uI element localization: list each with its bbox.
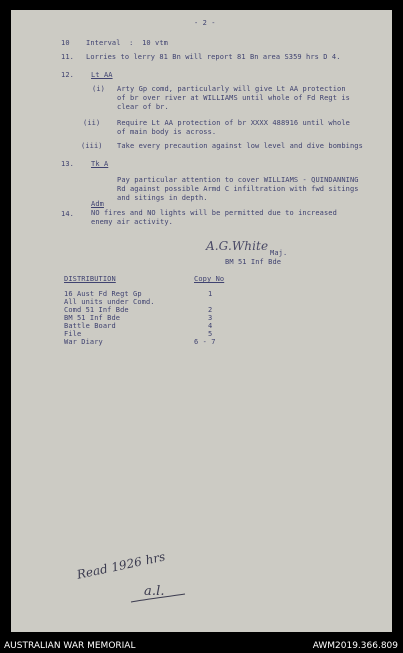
item-12-sub-iii-label: (iii)	[81, 142, 103, 150]
item-12-number: 12.	[61, 71, 74, 79]
handwritten-receipt-note: Read 1926 hrs	[75, 549, 167, 582]
item-14-line: NO fires and NO lights will be permitted due to increased	[91, 209, 337, 217]
item-13-heading: Tk A	[91, 160, 109, 168]
distribution-recipient: File	[64, 330, 82, 338]
item-12-sub-i-label: (i)	[92, 85, 105, 93]
page-number: - 2 -	[194, 19, 216, 27]
item-12-sub-i-line: of br over river at WILLIAMS until whole of Fd Regt is	[117, 94, 350, 102]
item-13-line: and sitings in depth.	[117, 194, 208, 202]
item-12-sub-iii-line: Take every precaution against low level and dive bombings	[117, 142, 363, 150]
handwritten-initials: a.l.	[144, 584, 165, 599]
distribution-copy: 3	[208, 314, 213, 322]
footer-accession-number: AWM2019.366.809	[312, 641, 398, 651]
item-14-heading: Adm	[91, 200, 104, 208]
item-11-text: Lorries to lerry 81 Bn will report 81 Bn area S359 hrs D 4.	[86, 53, 341, 61]
item-10-number: 10	[61, 39, 70, 47]
signature-title: BM 51 Inf Bde	[225, 258, 282, 266]
item-12-heading: Lt AA	[91, 71, 113, 79]
item-10-text: Interval : 10 vtm	[86, 39, 168, 47]
archive-footer	[0, 637, 403, 653]
distribution-recipient: Comd 51 Inf Bde	[64, 306, 129, 314]
signature-rank: Maj.	[270, 249, 288, 257]
distribution-copy: 4	[208, 322, 213, 330]
item-12-sub-ii-line: Require Lt AA protection of br XXXX 488916 until whole	[117, 119, 350, 127]
distribution-copy: 1	[208, 290, 213, 298]
distribution-recipient: All units under Comd.	[64, 298, 155, 306]
handwritten-signature: A.G.White	[206, 239, 269, 253]
item-14-number: 14.	[61, 210, 74, 218]
distribution-copy: 5	[208, 330, 213, 338]
copy-number-heading: Copy No	[194, 275, 225, 283]
item-14-line: enemy air activity.	[91, 218, 173, 226]
handwritten-underline-stroke	[129, 592, 189, 606]
distribution-recipient: Battle Board	[64, 322, 116, 330]
item-13-number: 13.	[61, 160, 74, 168]
distribution-heading: DISTRIBUTION	[64, 275, 116, 283]
item-12-sub-i-line: Arty Gp comd, particularly will give Lt AA protection	[117, 85, 346, 93]
item-12-sub-i-line: clear of br.	[117, 103, 169, 111]
distribution-recipient: 16 Aust Fd Regt Gp	[64, 290, 142, 298]
item-11-number: 11.	[61, 53, 74, 61]
item-12-sub-ii-label: (ii)	[83, 119, 101, 127]
distribution-recipient: BM 51 Inf Bde	[64, 314, 121, 322]
item-13-line: Rd against possible Armd C infiltration with fwd sitings	[117, 185, 359, 193]
document-page	[11, 10, 392, 632]
distribution-recipient: War Diary	[64, 338, 103, 346]
distribution-copy: 6 - 7	[194, 338, 216, 346]
item-13-line: Pay particular attention to cover WILLIAMS - QUINDANNING	[117, 176, 359, 184]
footer-institution: AUSTRALIAN WAR MEMORIAL	[4, 641, 136, 651]
distribution-copy: 2	[208, 306, 213, 314]
item-12-sub-ii-line: of main body is across.	[117, 128, 217, 136]
